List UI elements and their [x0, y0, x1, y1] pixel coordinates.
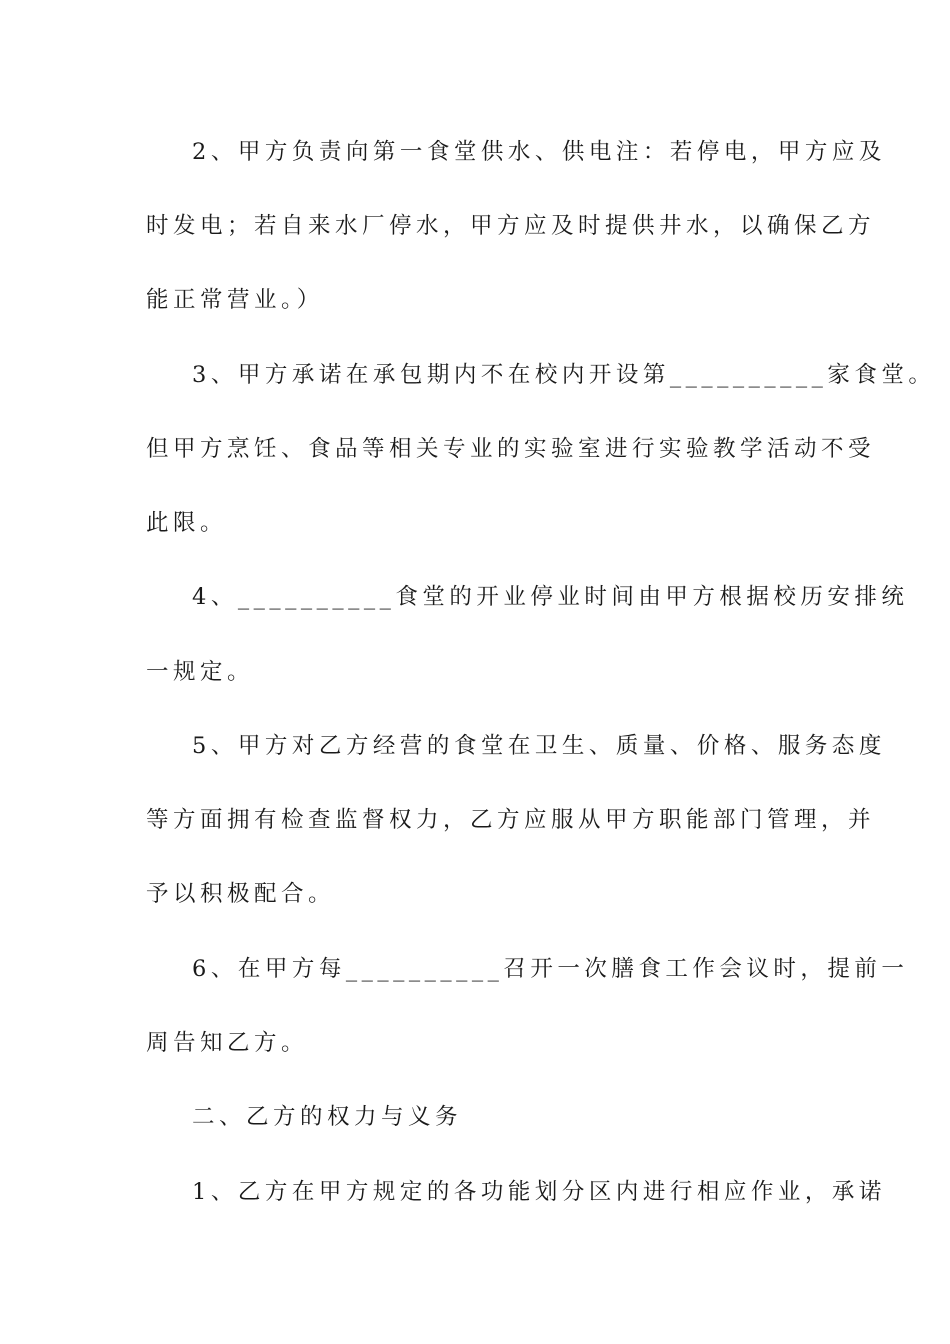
text-line: 1、乙方在甲方规定的各功能划分区内进行相应作业，承诺: [192, 1179, 886, 1205]
text-line: 6、在甲方每__________召开一次膳食工作会议时，提前一: [192, 956, 909, 982]
text-line: 一规定。: [146, 659, 255, 685]
text-line: 等方面拥有检查监督权力，乙方应服从甲方职能部门管理，并: [146, 807, 876, 833]
text-line: 周告知乙方。: [146, 1030, 309, 1056]
text-line: 3、甲方承诺在承包期内不在校内开设第__________家食堂。: [192, 362, 936, 388]
text-line: 5、甲方对乙方经营的食堂在卫生、质量、价格、服务态度: [192, 733, 886, 759]
text-line: 4、__________食堂的开业停业时间由甲方根据校历安排统: [192, 584, 909, 610]
text-line: 2、甲方负责向第一食堂供水、供电注：若停电，甲方应及: [192, 139, 886, 165]
text-line: 予以积极配合。: [146, 881, 336, 907]
text-line: 此限。: [146, 510, 228, 536]
section-heading: 二、乙方的权力与义务: [192, 1104, 463, 1130]
text-line: 但甲方烹饪、食品等相关专业的实验室进行实验教学活动不受: [146, 436, 876, 462]
text-line: 能正常营业。）: [146, 287, 324, 313]
text-line: 时发电；若自来水厂停水，甲方应及时提供井水，以确保乙方: [146, 213, 876, 239]
